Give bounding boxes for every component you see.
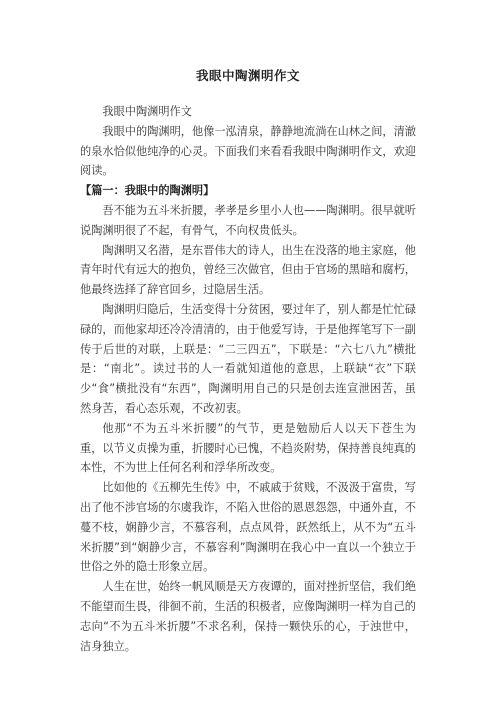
body-paragraph-6: 人生在世，始终一帆风顺是天方夜谭的，面对挫折坚信，我们绝不能望而生畏，徘徊不前，生活的积极者，应像陶渊明一样为自己的志向“不为五斗米折腰”不求名利，保持一颗快乐的心，于浊世中，洁身独立。 (80, 580, 416, 653)
body-paragraph-5: 比如他的《五柳先生传》中，不戚戚于贫贱，不汲汲于富贵，写出了他不涉官场的尔虞我诈，不陷入世俗的恩恩怨怨，中通外直，不蔓不枝，娴静少言，不慕容利，点点风骨，跃然纸上，从不为“五斗米折腰”到“娴静少言，不慕容利”陶渊明在我心中一直以一个独立于世俗之外的隐士形象立居。 (80, 481, 416, 574)
body-paragraph-4: 他那“不为五斗米折腰”的气节，更是勉励后人以天下苍生为重，以节义贞操为重，折腰时心已愧，不趋炎附势，保持善良纯真的本性，不为世上任何名利和浮华所改变。 (80, 421, 416, 475)
body-paragraph-3: 陶渊明归隐后，生活变得十分贫困，要过年了，别人都是忙忙碌碌的，而他家却还冷冷清清的，由于他爱写诗，于是他挥笔写下一副传于后世的对联，上联是：“二三四五”，下联是：“六七八九”横批是：“南北”。读过书的人一看就知道他的意思，上联缺“衣”下联少“食”横批没有“东西”，陶渊明用自己的只是创去连宣泄困苦，虽然身苦，看心态乐观，不改初衷。 (80, 302, 416, 415)
section-heading: 【篇一：我眼中的陶渊明】 (80, 184, 215, 198)
body-paragraph-1: 吾不能为五斗米折腰，孝孝是乡里小人也——陶渊明。很早就听说陶渊明很了不起，有骨气，不向权贵低头。 (80, 203, 416, 237)
intro-subtitle: 我眼中陶渊明作文 (102, 105, 192, 118)
body-paragraph-2: 陶渊明又名潜，是东晋伟大的诗人，出生在没落的地主家庭，他青年时代有远大的抱负，曾经三次做官，但由于官场的黑暗和腐朽，他最终选择了辞官回乡，过隐居生活。 (80, 243, 416, 297)
document-title: 我眼中陶渊明作文 (195, 68, 300, 83)
intro-paragraph: 我眼中的陶渊明，他像一泓清泉，静静地流淌在山林之间，清澈的泉水恰似他纯净的心灵。下面我们来看看我眼中陶渊明作文，欢迎阅读。 (80, 124, 416, 178)
